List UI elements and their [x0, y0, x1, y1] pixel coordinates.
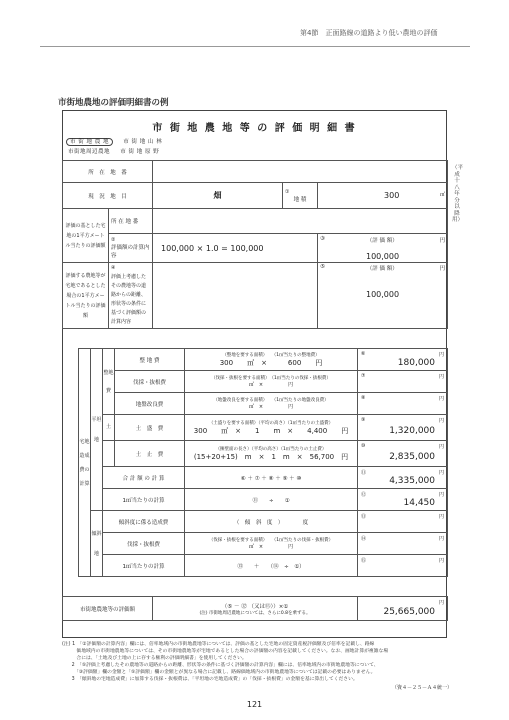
agri-calc	[153, 263, 318, 329]
cost-num-0: ⑥	[361, 351, 366, 357]
footnote-line: 2 「⑤評価上考慮したその農地等の道路からの距離、形状等の条件に基づく評価額の計算内容」欄には、倍率地域内の市街地農地等について、	[62, 663, 379, 668]
cost-num-1: ⑦	[361, 373, 366, 379]
cost-value-1	[360, 379, 445, 385]
cost-row-total	[79, 467, 448, 489]
flat-label: 平坦地	[91, 349, 103, 511]
cost-item-4: 土 止 費	[115, 441, 185, 467]
base-calc-row	[63, 234, 448, 262]
agri-num: ④	[111, 265, 116, 271]
cost-calc-5: ⑥ ＋ ⑦ ＋ ⑧ ＋ ⑨ ＋ ⑩	[185, 467, 358, 489]
final-label: 市街地農地等の評価額	[63, 597, 153, 621]
agri-side-label: 評価する農地等が宅地であるとした場合の1平方メートル当たりの評価額	[63, 263, 109, 329]
soil-label: 土	[103, 415, 115, 441]
page-number: 121	[246, 700, 263, 709]
slope-item-2: 1㎡当たりの計算	[103, 555, 185, 577]
cost-unit-6: 円	[438, 492, 444, 498]
land-use-row	[63, 183, 448, 209]
slope-unit-0: 円	[438, 514, 444, 520]
slope-calc-2: ⑬ ＋ （⑭ ÷ ①）	[185, 555, 358, 577]
upper-table	[62, 160, 448, 329]
form-title: 市 街 地 農 地 等 の 評 価 明 細 書	[152, 123, 357, 134]
slope-value-0	[360, 519, 445, 525]
cost-value-cell-6	[358, 489, 448, 511]
base-side-label: 評価の基とした宅地の1平方メートル当たりの評価額	[63, 209, 109, 263]
cost-unit-2: 円	[438, 396, 444, 402]
cost-num-5: ⑪	[361, 470, 367, 476]
slope-unit-2: 円	[438, 558, 444, 564]
cost-hdr-4: （擁壁面の長さ）（平均の高さ）（1㎡当たりの土止費）	[215, 446, 327, 452]
cost-calc-0: 300 ㎡ × 600 円	[219, 358, 323, 367]
cost-value-cell-2	[358, 393, 448, 415]
cost-calc-cell-2	[185, 393, 358, 415]
cost-num-6: ⑫	[361, 492, 367, 498]
slope-value-cell-1	[358, 533, 448, 555]
cost-row-fill	[79, 415, 448, 441]
footnote-line: 合には、「土地及び土地の上に存する権利の評価明細書」を使用してください。	[62, 656, 247, 661]
area-unit: ㎡	[440, 192, 446, 198]
year-side-note: （平成十八年分以降用）	[452, 165, 464, 223]
footnote-line: 「③評価額」欄の金額と「⑤評価額」欄の金額とが異なる場合に記載し、路線価地域内の市街地農地等については記載の必要はありません。	[62, 670, 376, 675]
agri-desc-cell	[109, 263, 153, 329]
base-formula: 100,000 × 1.0 = 100,000	[153, 234, 318, 263]
final-value-cell	[358, 597, 448, 621]
base-price-value: 100,000	[365, 251, 400, 261]
final-unit: 円	[438, 600, 444, 606]
category-row-1	[66, 137, 162, 145]
agri-price-header-num: ⑤	[320, 264, 325, 270]
agri-price-header	[320, 264, 445, 272]
cost-value-2	[360, 401, 445, 407]
chapter-header: 第4節 正面路線の道路より低い農地の評価	[300, 29, 438, 37]
location-label: 所 在 地 番	[63, 161, 153, 183]
cost-hdr-1: （伐採・抜根を要する面積） （1㎡当たりの伐採・抜根費）	[211, 376, 331, 381]
cost-calc-cell-1	[185, 371, 358, 393]
base-price-unit: 円	[439, 237, 446, 244]
agri-row	[63, 263, 448, 329]
base-location-value	[153, 209, 448, 234]
agri-desc: 評価上考慮したその農地等の道路からの距離、形状等の条件に基づく評価額の計算内容	[111, 274, 147, 325]
area-label: 地 積	[293, 196, 307, 203]
land-use-value: 畑	[153, 183, 283, 209]
cost-unit-5: 円	[438, 470, 444, 476]
cost-num-2: ⑧	[361, 395, 366, 401]
location-row	[63, 161, 448, 183]
cost-value-4: 2,835,000	[389, 451, 435, 462]
base-location-row	[63, 209, 448, 234]
slope-value-cell-2	[358, 555, 448, 577]
cost-value-cell-3	[358, 415, 448, 441]
cost-value-6: 14,450	[403, 497, 435, 508]
slope-calc-0: （ 傾 斜 度 ） 度	[185, 511, 358, 533]
slope-num-0: ⑬	[361, 514, 367, 520]
slope-row-grade	[79, 511, 448, 533]
cost-item-0: 整 地 費	[115, 349, 185, 371]
slope-value-1	[360, 541, 445, 547]
cost-item-3: 土 盛 費	[115, 415, 185, 441]
cost-calc-cell-3	[185, 415, 358, 441]
final-table	[62, 596, 448, 621]
base-location-label: 所 在 地 番	[109, 209, 153, 234]
agri-price-header-label: （評 価 額）	[366, 266, 398, 272]
area-value: 300	[384, 191, 400, 200]
land-prep-label: 整地費	[103, 349, 115, 415]
area-label-cell	[283, 183, 318, 209]
slope-row-clearing	[79, 533, 448, 555]
slope-value-cell-0	[358, 511, 448, 533]
final-calc: （⑤ － ⑫ （又は⑮））×①	[221, 603, 289, 610]
cost-unit-1: 円	[438, 374, 444, 380]
cost-calc-3: 300 ㎡ × 1 m × 4,400 円	[193, 426, 349, 435]
cost-row-retaining	[79, 441, 448, 467]
cost-calc-cell-4	[185, 441, 358, 467]
location-value	[153, 161, 448, 183]
final-row	[63, 597, 448, 621]
category-urban-farmland: 市 街 地 農 地	[66, 138, 113, 146]
cost-calc-1: ㎡ × 円	[248, 382, 294, 388]
agri-price-cell	[318, 263, 448, 329]
base-price-header-num: ③	[320, 235, 325, 242]
cost-hdr-2: （地盤改良を要する面積） （1㎡当たりの地盤改良費）	[213, 398, 329, 403]
slope-unit-1: 円	[438, 536, 444, 542]
base-price-header-label: （評 価 額）	[366, 237, 398, 244]
cost-unit-0: 円	[438, 352, 444, 358]
cost-num-3: ⑨	[361, 417, 366, 423]
land-use-label: 現 況 地 目	[63, 183, 153, 209]
slope-value-2	[360, 563, 445, 569]
final-calc-cell	[153, 597, 358, 621]
cost-table	[78, 348, 448, 577]
cost-item-2: 地盤改良費	[115, 393, 185, 415]
slope-item-1: 伐採・抜根費	[103, 533, 185, 555]
cost-hdr-3: （土盛りを要する面積）（平均の高さ）（1㎡当たりの土盛費）	[208, 420, 334, 426]
cost-item-1: 伐採・抜根費	[115, 371, 185, 393]
slope-calc-1: ㎡ × 円	[248, 544, 294, 550]
section-title: 市街地農地の評価明細書の例	[58, 98, 169, 108]
base-price-cell	[318, 234, 448, 263]
footnote-line: 価地域内の市街地農地等については、その市街地農地等が宅地であるとした場合の評価額の内容を記載してください。なお、画地計算が複雑な場	[62, 649, 389, 654]
form-code: （資４－２５－Ａ４統一）	[392, 685, 453, 691]
area-value-cell	[318, 183, 448, 209]
cost-value-cell-0	[358, 349, 448, 371]
cost-calc-4: (15+20+15) m × 1 m × 56,700 円	[193, 452, 349, 461]
header-rule	[40, 46, 470, 47]
category-suburban-farmland: 市街地周辺農地	[68, 149, 111, 155]
base-price-header	[320, 236, 445, 244]
cost-unit-4: 円	[438, 444, 444, 450]
cost-value-0: 180,000	[397, 357, 435, 368]
slope-calc-cell-1	[185, 533, 358, 555]
slope-row-per-sqm	[79, 555, 448, 577]
cost-item-6: 1㎡当たりの計算	[103, 489, 185, 511]
cost-item-5: 合 計 額 の 計 算	[103, 467, 185, 489]
slope-item-0: 傾斜度に係る造成費	[103, 511, 185, 533]
cost-value-cell-1	[358, 371, 448, 393]
slope-num-1: ⑭	[361, 536, 367, 542]
final-value: 25,665,000	[383, 606, 435, 617]
cost-row-ground	[79, 393, 448, 415]
cost-outer-label: 宅地造成費の計算	[79, 349, 91, 577]
category-row-2	[68, 147, 159, 155]
retaining-spacer	[103, 441, 115, 467]
final-note: (注) 市街地周辺農地については、さらに0.8を乗ずる。	[199, 610, 311, 616]
cost-value-cell-5	[358, 467, 448, 489]
slope-num-2: ⑮	[361, 558, 367, 564]
cost-num-4: ⑩	[361, 443, 366, 449]
cost-calc-cell-0	[185, 349, 358, 371]
base-calc-label: 評価額の計算内容	[111, 245, 150, 259]
agri-price-value: 100,000	[365, 290, 400, 299]
base-calc-num: ②	[111, 237, 116, 243]
cost-value-5: 4,335,000	[389, 475, 435, 486]
area-num: ①	[285, 188, 290, 195]
cost-row-leveling	[79, 349, 448, 371]
cost-hdr-0: （整地を要する面積） （1㎡当たりの整地費）	[222, 352, 320, 358]
footnotes	[62, 641, 462, 683]
cost-value-cell-4	[358, 441, 448, 467]
slope-hdr-1: （伐採・抜根を要する面積） （1㎡当たりの伐採・抜根費）	[208, 538, 334, 543]
cost-value-3: 1,320,000	[389, 425, 435, 436]
agri-price-unit: 円	[439, 266, 446, 272]
cost-calc-6: ⑪ ÷ ①	[185, 489, 358, 511]
slope-label: 傾斜地	[91, 511, 103, 577]
category-urban-field: 市 街 地 原 野	[120, 149, 160, 155]
cost-row-per-sqm	[79, 489, 448, 511]
cost-calc-2: ㎡ × 円	[248, 404, 294, 410]
cost-unit-3: 円	[438, 418, 444, 424]
footnote-line: (注) 1 「②評価額の計算内容」欄には、倍率地域内の市街地農地等については、評価の基とした宅地の固定資産税評価額及び倍率を記載し、路線	[62, 642, 375, 647]
category-urban-forest: 市 街 地 山 林	[123, 139, 163, 145]
footnote-line: 3 「傾斜地の宅地造成費」に加算する伐採・抜根費は、「平坦地の宅地造成費」の「伐採・抜根費」の金額を基に算出してください。	[62, 677, 358, 682]
base-calc-label-cell	[109, 234, 153, 263]
cost-row-clearing	[79, 371, 448, 393]
